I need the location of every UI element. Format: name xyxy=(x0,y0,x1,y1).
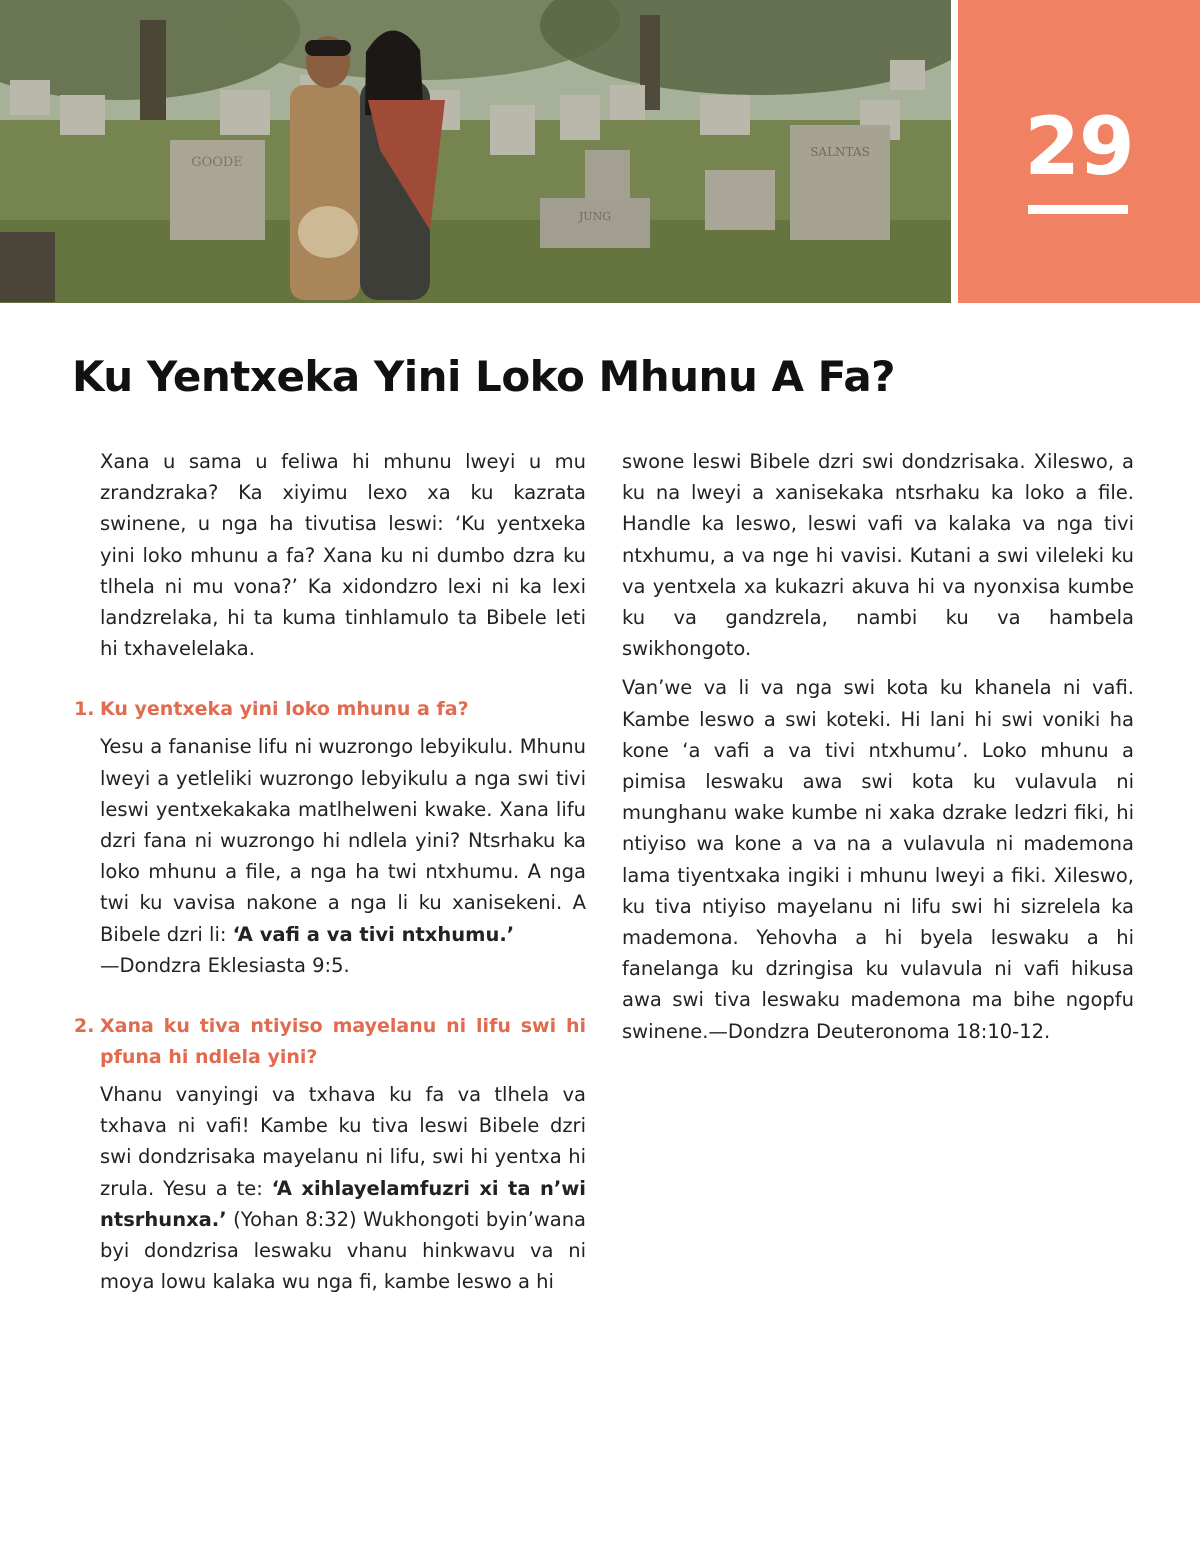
question-text: Ku yentxeka yini loko mhunu a fa? xyxy=(100,698,469,721)
lesson-badge xyxy=(958,0,1200,303)
scripture-reference: —Dondzra Eklesiasta 9:5. xyxy=(100,953,350,977)
headstone-label: SALNTAS xyxy=(810,145,870,159)
question-text: Xana ku tiva ntiyiso mayelanu ni lifu swi hi pfuna hi ndlela yini? xyxy=(100,1015,586,1069)
right-column xyxy=(622,446,1134,1055)
section-paragraph xyxy=(100,1079,586,1297)
left-column xyxy=(74,446,586,1305)
section-text: (Yohan 8:32) Wukhongoti byin’wana byi dondzrisa leswaku vhanu hinkwavu va ni moya lowu kalaka wu nga fi, kambe leswo a hi xyxy=(100,1207,586,1294)
page-title: Ku Yentxeka Yini Loko Mhunu A Fa? xyxy=(72,352,896,401)
scripture-quote: ‘A xihlayelamfuzri xi ta n’wi ntsrhunxa.’ xyxy=(100,1176,586,1231)
headstone xyxy=(540,198,650,248)
headstone-label: GOODE xyxy=(191,155,243,170)
intro-paragraph: Xana u sama u feliwa hi mhunu lweyi u mu zrandzraka? Ka xiyimu lexo xa ku kazrata swinene, u nga ha tivutisa leswi: ‘Ku yentxeka yini loko mhunu a fa? Xana ku ni dumbo dzra ku tlhela ni mu vona?’ Ka xidondzro lexi ni ka lexi landzrelaka, hi ta kuma tinhlamulo ta Bibele leti hi txhavelelaka. xyxy=(100,450,586,661)
headstone-label: JUNG xyxy=(578,210,612,223)
closing-paragraph: Van’we va li va nga swi kota ku khanela ni vafi. Kambe leswo a swi koteki. Hi lani hi swi voniki ha kone ‘a vafi a va tivi ntxhumu’. Loko mhunu a pimisa leswaku awa swi kota ku vulavula ni munghanu wake kumbe ni xaka dzrake ledzri fiki, hi ntiyiso wa kone a va na a vulavula ni mademona lama tiyentxaka ingiki i mhunu lweyi a fiki. Xileswo, ku tiva ntiyiso mayelanu ni lifu swi hi sizrelela ka mademona. Yehovha a hi byela leswaku a hi fanelanga ku dzringisa ku vulavula ni vafi hikusa awa swi tiva leswaku mademona ma bihe ngopfu swinene.—Dondzra Deuteronoma 18:10-12. xyxy=(622,676,1134,1043)
question-number: 1. xyxy=(74,698,95,721)
section-text: Vhanu vanyingi va txhava ku fa va tlhela va txhava ni vafi! Kambe ku tiva leswi Bibele dzri swi dondzrisaka mayelanu ni lifu, swi hi yentxa hi zrula. Yesu a te: xyxy=(100,1083,586,1200)
section-text: Yesu a fananise lifu ni wuzrongo lebyikulu. Mhunu lweyi a yetleliki wuzrongo lebyikulu a nga swi tivi leswi yentxekakaka matlhelweni kwake. Xana lifu dzri fana ni wuzrongo hi ndlela yini? Ntsrhaku ka loko mhunu a file, a nga ha twi ntxhumu. A nga twi ku vavisa nakone a nga li ku xanisekeni. A Bibele dzri li: xyxy=(100,735,586,946)
lesson-number: 29 xyxy=(1024,100,1134,193)
question-number: 2. xyxy=(74,1015,95,1038)
lesson-number-underline xyxy=(1028,205,1128,214)
scripture-quote: ‘A vafi a va tivi ntxhumu.’ xyxy=(232,922,515,946)
hero-photo xyxy=(0,0,951,303)
section-question xyxy=(74,1011,586,1073)
section-question xyxy=(74,694,586,725)
cemetery-illustration xyxy=(0,0,951,303)
section-paragraph xyxy=(100,731,586,981)
headstone xyxy=(790,125,890,240)
continued-paragraph: swone leswi Bibele dzri swi dondzrisaka. Xileswo, a ku na lweyi a xanisekaka ntsrhaku ka loko a file. Handle ka leswo, leswi vafi va kalaka va nga tivi ntxhumu, a va nge hi vavisi. Kutani a swi vileleki ku va yentxela xa kukazri akuva hi va nyonxisa kumbe ku va gandzrela, nambi ku va hambela swikhongoto. xyxy=(622,450,1134,661)
